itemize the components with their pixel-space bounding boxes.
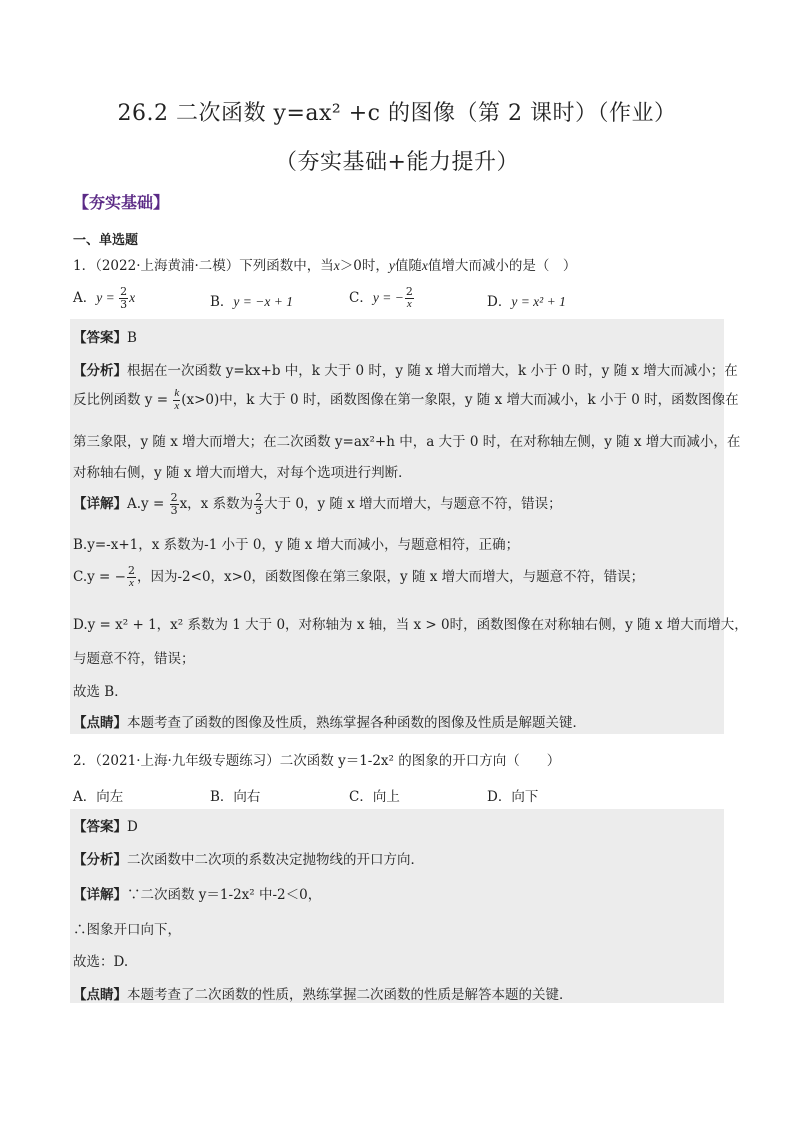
question-2-option-b: B．向右 (210, 789, 261, 805)
document-subtitle: （夯实基础+能力提升） (275, 150, 519, 175)
question-1-stem: 1．（2022·上海黄浦·二模）下列函数中，当x＞0时，y值随x值增大而减小的是（ ） (73, 258, 577, 274)
q2-comment: 【点睛】本题考查了二次函数的性质，熟练掌握二次函数的性质是解答本题的关键． (73, 987, 573, 1003)
question-1-option-d: D．y = x² + 1 (487, 294, 566, 310)
question-2-option-d: D．向下 (487, 789, 539, 805)
q1-detail-d-cont: 与题意不符，错误； (73, 651, 195, 667)
q1-detail-d: D.y = x² + 1，x² 系数为 1 大于 0，对称轴为 x 轴，当 x > 0时，函数图像在对称轴右侧，y 随 x 增大而增大， (73, 617, 748, 633)
q2-detail-2: ∴图象开口向下， (73, 922, 181, 938)
question-1-option-a: A．y = $\frac{2}{3}$ x (73, 285, 136, 311)
q2-detail: 【详解】∵二次函数 y＝1-2x² 中-2＜0， (73, 887, 322, 903)
question-2-option-a: A．向左 (73, 789, 124, 805)
document-title: 26.2 二次函数 y=ax² +c 的图像（第 2 课时）（作业） (117, 101, 677, 126)
question-2-option-c: C．向上 (349, 789, 400, 805)
question-1-option-b: B．y = −x + 1 (210, 294, 293, 310)
q1-choice: 故选 B． (73, 684, 128, 700)
q1-detail-b: B.y=-x+1，x 系数为-1 小于 0，y 随 x 增大而减小，与题意相符，正确； (73, 537, 520, 553)
question-1-answer-block (70, 319, 724, 734)
question-2-stem: 2．（2021·上海·九年级专题练习）二次函数 y＝1-2x² 的图象的开口方向（ ） (73, 753, 561, 769)
question-1-option-c: C．y = − $\frac{2}{x}$ (349, 285, 413, 310)
q1-detail-a: 【详解】A.y = $\frac{2}{3}$ x，x 系数为 $\frac{2}{3}$ 大于 0，y 随 x 增大而增大，与题意不符，错误； (73, 491, 562, 517)
q1-analysis-line-2: 反比例函数 y = $\frac{k}{x}$ (x>0)中，k 大于 0 时，函数图像在第一象限，y 随 x 增大而减小，k 小于 0 时，函数图像在 (73, 387, 739, 412)
q1-answer: 【答案】B (73, 330, 137, 346)
q2-answer: 【答案】D (73, 819, 138, 835)
section-tag: 【夯实基础】 (73, 193, 170, 212)
q1-analysis-line-4: 对称轴右侧，y 随 x 增大而增大，对每个选项进行判断． (73, 465, 412, 481)
q2-choice: 故选：D. (73, 954, 129, 970)
q2-analysis: 【分析】二次函数中二次项的系数决定抛物线的开口方向． (73, 852, 424, 868)
q1-analysis-line-3: 第三象限，y 随 x 增大而增大；在二次函数 y=ax²+h 中，a 大于 0 时，在对称轴左侧，y 随 x 增大而减小，在 (73, 434, 741, 450)
q1-analysis-line-1: 【分析】根据在一次函数 y=kx+b 中，k 大于 0 时，y 随 x 增大而增大，k 小于 0 时，y 随 x 增大而减小；在 (73, 363, 738, 379)
question-type-heading: 一、单选题 (73, 233, 139, 248)
q1-comment: 【点睛】本题考查了函数的图像及性质，熟练掌握各种函数的图像及性质是解题关键． (73, 715, 586, 731)
question-2-answer-block (70, 809, 724, 1003)
q1-detail-c: C.y = − $\frac{2}{x}$ ，因为-2<0，x>0，函数图像在第三象限，y 随 x 增大而增大，与题意不符，错误； (73, 564, 645, 589)
